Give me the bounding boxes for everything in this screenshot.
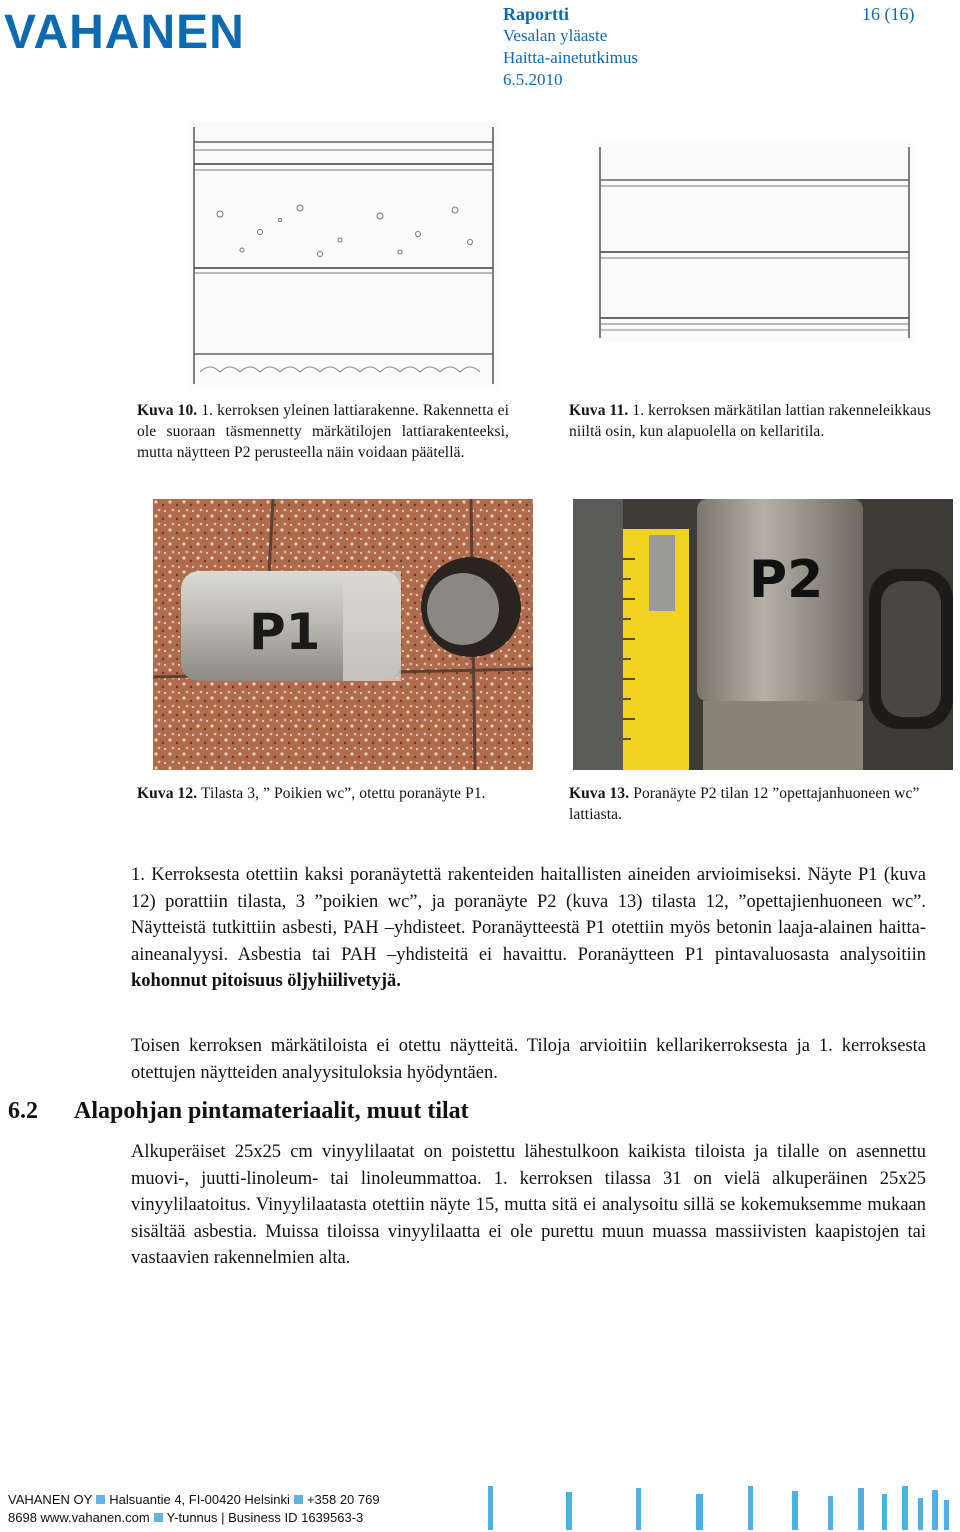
caption-fig12-label: Kuva 12. <box>137 785 198 802</box>
paragraph-core-samples-text: 1. Kerroksesta otettiin kaksi poranäytettä rakenteiden haitallisten aineiden arvioimiseksi. Näyte P1 (kuva 12) porattiin tilasta, 3 ”poikien wc”, ja poranäyte P2 (kuva 13) tilasta 12, ”opettajienhuoneen wc”. Näytteistä tutkittiin asbesti, PAH –yhdisteet. Poranäytteestä P1 otettiin myös betonin laaja-alainen haitta-aineanalyysi. Asbestia tai PAH –yhdisteitä ei havaittu. Poranäytteen P1 pintavaluosasta analysoitiin <box>131 865 926 965</box>
caption-fig11 <box>569 400 947 442</box>
caption-fig11-label: Kuva 11. <box>569 402 629 419</box>
paragraph-second-floor: Toisen kerroksen märkätiloista ei otettu näytteitä. Tiloja arvioitiin kellarikerroksesta ja 1. kerroksesta otettujen näytteiden analyysituloksia hyödyntäen. <box>131 1036 926 1083</box>
footer-decorative-bars <box>486 1486 956 1530</box>
caption-fig12-text: Tilasta 3, ” Poikien wc”, otettu poranäyte P1. <box>200 785 486 802</box>
footer-line-1 <box>8 1492 380 1507</box>
core-sample-p1-photo <box>153 499 533 770</box>
logo-text: VAHANEN <box>4 6 245 58</box>
paragraph-core-samples <box>131 862 926 995</box>
header-project: Vesalan yläaste <box>503 26 608 45</box>
footer-line-2 <box>8 1510 363 1525</box>
caption-fig13-label: Kuva 13. <box>569 785 630 802</box>
caption-fig10-label: Kuva 10. <box>137 402 198 419</box>
paragraph-vinyl-tiles: Alkuperäiset 25x25 cm vinyylilaatat on poistettu lähestulkoon kaikista tiloista ja tilalle on asennettu muovi-, juutti-linoleum- tai linoleummattoa. 1. kerroksen tilassa 31 on vielä alkuperäinen 25x25 vinyylilaatoitus. Vinyylilaatasta otettiin näyte 15, mutta sitä ei analysoitu sillä se kokemuksemme mukaan sisältää asbestia. Muissa tiloissa vinyylilaatta ei ole purettu muun muassa massiivisten kaapistojen tai vastaavien rakennelmien alta. <box>131 1142 926 1268</box>
footer-address: Halsuantie 4, FI-00420 Helsinki <box>109 1492 290 1507</box>
page-number: 16 (16) <box>862 4 915 24</box>
caption-fig11-text: 1. kerroksen märkätilan lattian rakenneleikkaus niiltä osin, kun alapuolella on kellaritila. <box>569 402 932 440</box>
report-label: Raportti <box>503 4 569 24</box>
footer-company: VAHANEN OY <box>8 1492 93 1507</box>
floor-structure-sketch <box>190 122 498 388</box>
core-sample-p2-photo <box>573 499 953 770</box>
square-bullet-icon <box>154 1513 163 1522</box>
caption-fig13-text: Poranäyte P2 tilan 12 ”opettajanhuoneen wc” lattiasta. <box>569 785 920 823</box>
footer-code: 8698 <box>8 1510 37 1525</box>
footer-business-id: Y-tunnus | Business ID 1639563-3 <box>166 1510 364 1525</box>
section-number: 6.2 <box>8 1098 38 1124</box>
caption-fig13 <box>569 783 955 825</box>
paragraph-core-samples-bold: kohonnut pitoisuus öljyhiilivetyjä. <box>131 971 401 991</box>
footer-web[interactable]: www.vahanen.com <box>40 1510 150 1525</box>
caption-fig10 <box>137 400 509 463</box>
header-study: Haitta-ainetutkimus <box>503 48 639 67</box>
caption-fig12 <box>137 783 549 804</box>
section-title: Alapohjan pintamateriaalit, muut tilat <box>74 1098 469 1124</box>
vahanen-logo <box>0 0 280 58</box>
header-date: 6.5.2010 <box>503 70 563 89</box>
caption-fig10-text: 1. kerroksen yleinen lattiarakenne. Rakennetta ei ole suoraan täsmennetty märkätilojen lattiarakenteeksi, mutta näytteen P2 perusteella näin voidaan päätellä. <box>137 402 509 461</box>
photo-label-p1: P1 <box>249 603 321 661</box>
section-heading <box>8 1098 469 1125</box>
footer-phone: +358 20 769 <box>306 1492 380 1507</box>
square-bullet-icon <box>294 1495 303 1504</box>
photo-label-p2: P2 <box>749 550 824 610</box>
wet-room-floor-sketch <box>596 142 914 342</box>
square-bullet-icon <box>96 1495 105 1504</box>
